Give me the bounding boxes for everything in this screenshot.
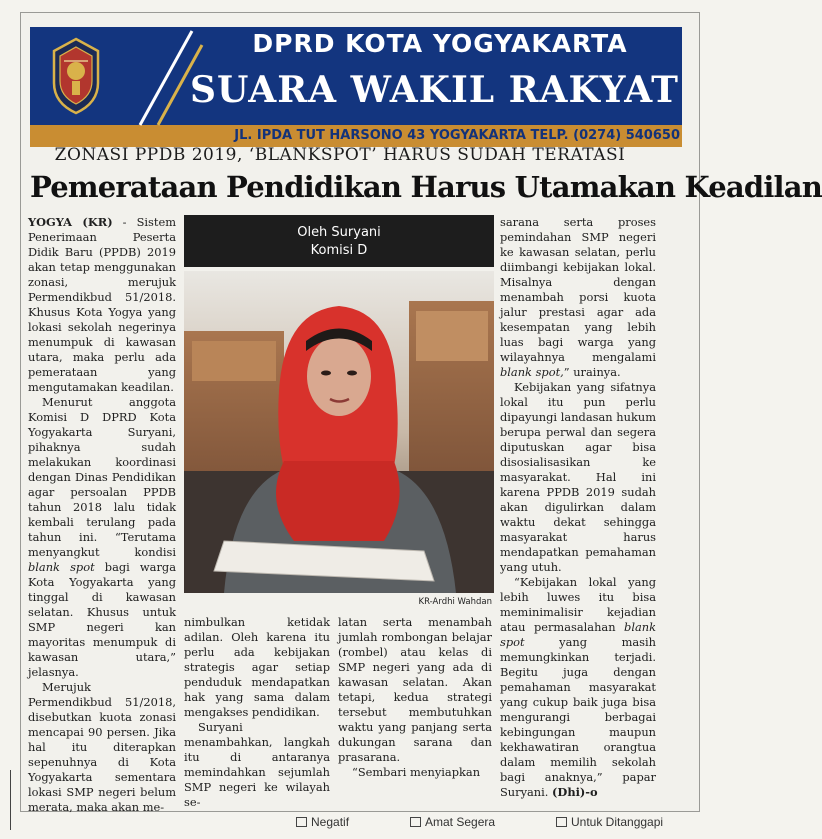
paragraph (28, 680, 176, 815)
byline-bar (184, 215, 494, 267)
italic-term: blank spot (28, 560, 95, 574)
checkbox-box[interactable] (296, 817, 307, 827)
paragraph (500, 215, 656, 380)
masthead-top-title: DPRD KOTA YOGYAKARTA (252, 29, 628, 58)
portrait-photo (184, 271, 494, 593)
paragraph-text: “Sembari menyiapkan (352, 765, 481, 779)
paragraph-text: “Kebijakan lokal yang lebih luwes itu bisa meminimalisir kejadian atau permasalahan (500, 575, 656, 634)
city-emblem-icon (50, 37, 102, 115)
photo-credit: KR-Ardhi Wahdan (418, 597, 492, 607)
signoff: (Dhi)-o (552, 785, 598, 799)
paragraph-text: yang masih memungkinkan terjadi. Begitu juga dengan pemahaman masyarakat yang cukup baik juga bisa mengurangi berbagai kebingungan maupun kekhawatiran orangtua dalam memilih sekolah bagi anaknya,” papar Suryani. (500, 635, 656, 799)
article-column-3 (338, 615, 492, 780)
paragraph (28, 215, 176, 395)
masthead (30, 27, 682, 147)
article-column-2 (184, 615, 330, 810)
paragraph-text: latan serta menambah jumlah rombongan belajar (rombel) atau kelas di SMP negeri yang ada di kawasan selatan. Akan tetapi, kedua strategi tersebut membutuhkan waktu yang panjang serta dukungan sarana dan prasarana. (338, 615, 492, 764)
checkbox-label: Untuk Ditanggapi (571, 815, 664, 829)
paragraph-text: bagi warga Kota Yogyakarta yang tinggal di kawasan selatan. Khusus untuk SMP negeri kan mayoritas menumpuk di kawasan utara,” jelasnya. (28, 560, 176, 679)
checkbox-negatif[interactable] (296, 815, 349, 829)
paragraph-text: - Sistem Penerimaan Peserta Didik Baru (PPDB) 2019 akan tetap menggunakan zonasi, merujuk Permendikbud 51/2018. Khusus Kota Yogya yang lokasi sekolah negerinya menumpuk di kawasan utara, maka perlu ada pemerataan yang mengutamakan keadilan. (28, 215, 176, 394)
paragraph (184, 720, 330, 810)
checkbox-box[interactable] (556, 817, 567, 827)
article-column-4 (500, 215, 656, 800)
paragraph-text: Kebijakan yang sifatnya lokal itu pun perlu dipayungi landasan hukum berupa perwal dan segera diputuskan agar bisa disosialisasikan ke masyarakat. Hal ini karena PPDB 2019 sudah akan digulirkan dalam waktu dekat sehingga masyarakat harus mendapatkan pemahaman yang utuh. (500, 380, 656, 574)
checkbox-box[interactable] (410, 817, 421, 827)
article-kicker: ZONASI PPDB 2019, ‘BLANKSPOT’ HARUS SUDAH TERATASI (54, 145, 626, 165)
checkbox-label: Amat Segera (425, 815, 496, 829)
paragraph-text: Merujuk Permendikbud 51/2018, disebutkan kuota zonasi mencapai 90 persen. Jika hal itu diterapkan sepenuhnya di Kota Yogyakarta sementara lokasi SMP negeri belum merata, maka akan me- (28, 680, 176, 814)
article-headline: Pemerataan Pendidikan Harus Utamakan Keadilan (30, 170, 822, 204)
paragraph (500, 575, 656, 800)
masthead-main-title: SUARA WAKIL RAKYAT (190, 69, 679, 111)
masthead-address: JL. IPDA TUT HARSONO 43 YOGYAKARTA TELP. (0274) 540650 (234, 128, 680, 143)
dateline: YOGYA (KR) (28, 215, 113, 229)
byline-name: Oleh Suryani (297, 225, 381, 240)
paragraph (28, 395, 176, 680)
paragraph (500, 380, 656, 575)
paragraph-text: Menurut anggota Komisi D DPRD Kota Yogyakarta Suryani, pihaknya sudah melakukan koordinasi dengan Dinas Pendidikan agar persoalan PPDB tahun 2018 lalu tidak kembali terulang pada tahun ini. “Terutama menyangkut kondisi (28, 395, 176, 559)
paragraph (184, 615, 330, 720)
paragraph-text: nimbulkan ketidak adilan. Oleh karena itu perlu ada kebijakan strategis agar setiap penduduk mendapatkan hak yang sama dalam mengakses pendidikan. (184, 615, 330, 719)
checkbox-amat-segera[interactable] (410, 815, 495, 829)
checkbox-label: Negatif (311, 815, 350, 829)
clipping-form-checkboxes (0, 812, 716, 839)
paragraph-text: ” urainya. (563, 365, 621, 379)
paragraph-text: sarana serta proses pemindahan SMP negeri ke kawasan selatan, perlu diimbangi kebijakan lokal. Misalnya dengan menambah porsi kuota jalur prestasi agar ada kesempatan yang lebih luas bagi warga yang wilayahnya mengalami (500, 215, 656, 364)
italic-term: blank spot, (500, 365, 564, 379)
article-column-1 (28, 215, 176, 815)
photo-block (184, 215, 494, 610)
byline-role: Komisi D (310, 243, 368, 258)
checkbox-untuk-ditanggapi[interactable] (556, 815, 663, 829)
paragraph (338, 615, 492, 765)
paragraph-text: Suryani menambahkan, langkah itu di antaranya memindahkan sejumlah SMP negeri ke wilayah se- (184, 720, 330, 809)
italic-term: blank spot (500, 620, 656, 649)
paragraph (338, 765, 492, 780)
